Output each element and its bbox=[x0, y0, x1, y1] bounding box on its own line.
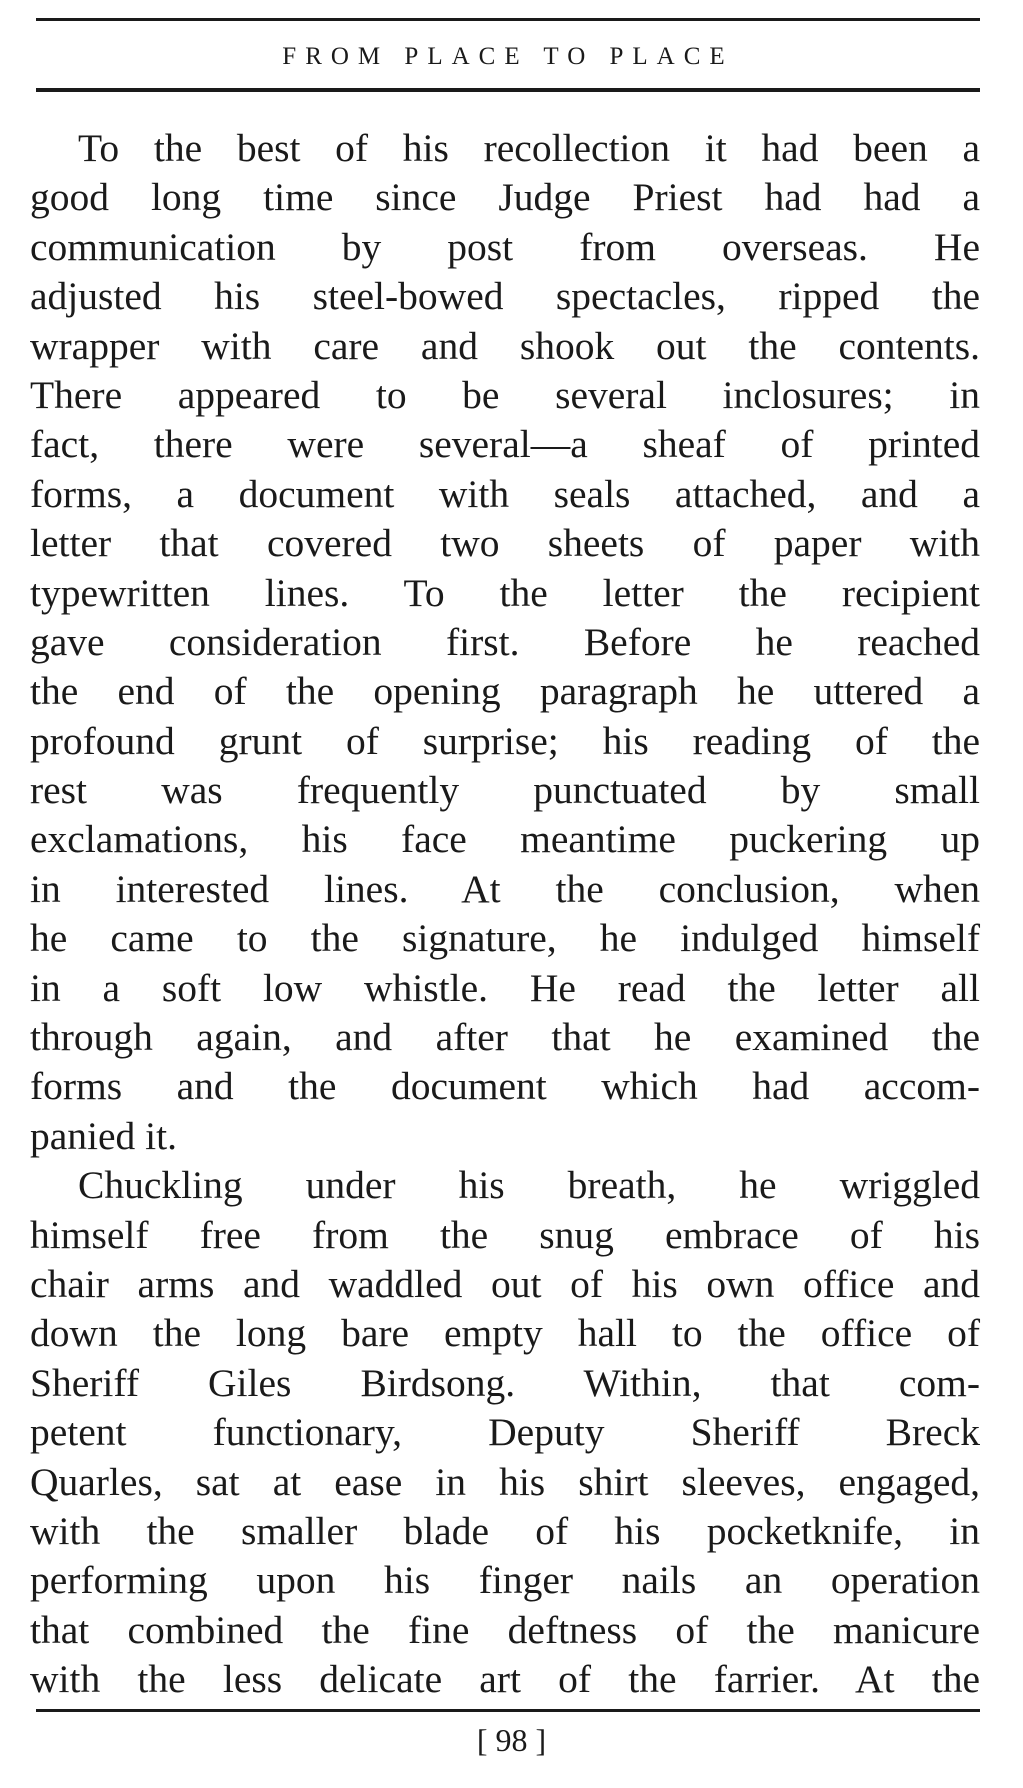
text-line: communication by post from overseas. He bbox=[30, 224, 980, 269]
text-line: with the smaller blade of his pocketknife, in bbox=[30, 1508, 980, 1553]
header-rule bbox=[36, 88, 980, 92]
text-line: Quarles, sat at ease in his shirt sleeves, engaged, bbox=[30, 1459, 980, 1504]
text-line: petent functionary, Deputy Sheriff Breck bbox=[30, 1410, 980, 1455]
text-line: forms, a document with seals attached, and a bbox=[30, 471, 980, 516]
paragraph bbox=[30, 1161, 980, 1704]
text-line: wrapper with care and shook out the contents. bbox=[30, 323, 980, 368]
text-line: There appeared to be several inclosures; in bbox=[30, 372, 980, 417]
text-line: panied it. bbox=[30, 1113, 177, 1158]
text-line: To the best of his recollection it had been a bbox=[78, 126, 980, 170]
top-rule bbox=[36, 18, 980, 21]
text-line: Sheriff Giles Birdsong. Within, that com- bbox=[30, 1360, 980, 1405]
text-line: in interested lines. At the conclusion, when bbox=[30, 866, 980, 911]
text-line: chair arms and waddled out of his own office and bbox=[30, 1261, 980, 1306]
running-head: FROM PLACE TO PLACE bbox=[282, 43, 734, 70]
text-line: fact, there were several—a sheaf of printed bbox=[30, 422, 980, 467]
text-line: gave consideration first. Before he reached bbox=[30, 619, 980, 664]
text-line: performing upon his finger nails an operation bbox=[30, 1558, 980, 1603]
text-line: he came to the signature, he indulged himself bbox=[30, 916, 980, 961]
text-line: in a soft low whistle. He read the letter all bbox=[30, 965, 980, 1010]
text-line: that combined the fine deftness of the manicure bbox=[30, 1607, 980, 1652]
text-line: exclamations, his face meantime puckering up bbox=[30, 817, 980, 862]
text-line: good long time since Judge Priest had had a bbox=[30, 175, 980, 220]
text-line: adjusted his steel-bowed spectacles, ripped the bbox=[30, 274, 980, 319]
text-line: forms and the document which had accom- bbox=[30, 1064, 980, 1109]
text-line: rest was frequently punctuated by small bbox=[30, 768, 980, 813]
page-number: [ 98 ] bbox=[476, 1722, 547, 1758]
text-line: down the long bare empty hall to the office of bbox=[30, 1311, 980, 1356]
text-line: profound grunt of surprise; his reading of the bbox=[30, 718, 980, 763]
body-text bbox=[30, 124, 980, 1705]
paragraph bbox=[30, 124, 980, 1161]
text-line: the end of the opening paragraph he uttered a bbox=[30, 669, 980, 714]
text-line: typewritten lines. To the letter the recipient bbox=[30, 570, 980, 615]
text-line: himself free from the snug embrace of his bbox=[30, 1212, 980, 1257]
bottom-rule bbox=[36, 1709, 980, 1712]
text-line: Chuckling under his breath, he wriggled bbox=[78, 1163, 980, 1208]
text-line: letter that covered two sheets of paper with bbox=[30, 521, 980, 566]
text-line: with the less delicate art of the farrier. At the bbox=[30, 1657, 980, 1702]
text-line: through again, and after that he examined the bbox=[30, 1015, 980, 1060]
